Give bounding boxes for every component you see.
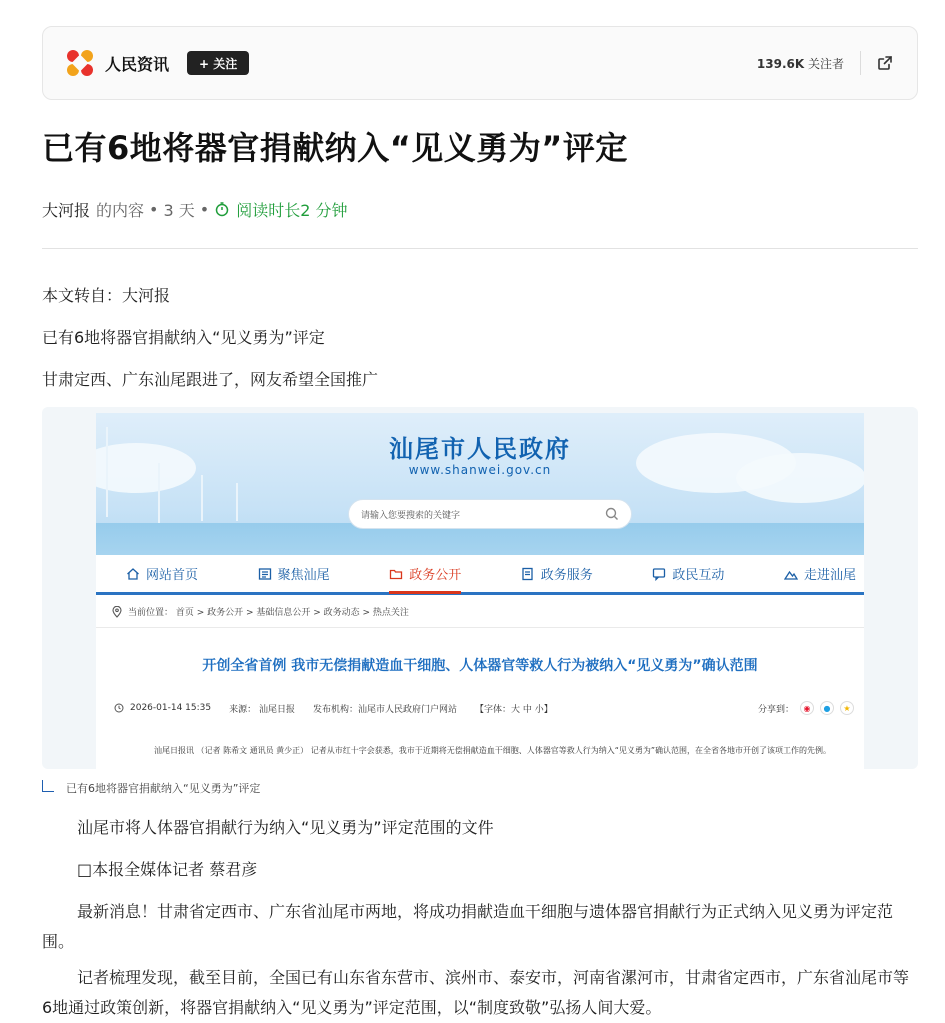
- site-article-body: 汕尾日报讯 （记者 陈希文 通讯员 黄少正） 记者从市红十字会获悉，我市于近期将无偿捐献造血干细胞、人体器官等救人行为纳入“见义勇为”确认范围，在全省各地市开创了该项工作的先例。: [154, 746, 831, 755]
- meta-separator: •: [149, 199, 159, 219]
- divider: [96, 627, 864, 628]
- home-icon: [126, 567, 140, 581]
- site-nav-interaction: [652, 554, 724, 594]
- site-search-placeholder: 请输入您要搜索的关键字: [361, 510, 461, 521]
- followers-count: [757, 55, 844, 72]
- site-article-date-text: 2026-01-14 15:35: [130, 703, 212, 713]
- site-nav-label: 走进汕尾: [803, 568, 856, 583]
- timer-icon: [214, 201, 230, 217]
- qzone-icon: ★: [840, 701, 854, 715]
- meta-separator: •: [199, 199, 210, 219]
- source-logo-icon: [67, 50, 93, 76]
- document-icon: [521, 567, 535, 581]
- followers-number: 139.6K: [756, 56, 805, 71]
- follow-button[interactable]: + 关注: [187, 51, 249, 75]
- site-nav-home: [126, 554, 198, 594]
- site-share-label: 分享到：: [757, 704, 794, 715]
- paragraph: 已有6地将器官捐献纳入“见义勇为”评定: [42, 328, 325, 347]
- site-breadcrumb-text: 当前位置： 首页 > 政务公开 > 基础信息公开 > 政务动态 > 热点关注: [128, 608, 409, 618]
- paragraph: 最新消息！甘肃省定西市、广东省汕尾市两地，将成功捐献造血干细胞与遗体器官捐献行为正式纳入见义勇为评定范围。: [42, 902, 894, 951]
- location-pin-icon: [112, 606, 122, 618]
- embedded-site-screenshot: [96, 413, 864, 769]
- read-time-label: 阅读时长2 分钟: [236, 200, 348, 220]
- paragraph: 本文转自：大河报: [42, 286, 171, 305]
- paragraph: 记者梳理发现，截至目前，全国已有山东省东营市、滨州市、泰安市，河南省漯河市，甘肃省定西市，广东省汕尾市等6地通过政策创新，将器官捐献纳入“见义勇为”评定范围，以“制度致敬”弘扬人间大爱。: [42, 968, 910, 1017]
- followers-label: 关注者: [807, 56, 844, 71]
- source-name[interactable]: 人民资讯: [105, 54, 170, 74]
- site-nav-label: 网站首页: [146, 568, 199, 583]
- paragraph: 甘肃定西、广东汕尾跟进了，网友希望全国推广: [42, 370, 379, 389]
- site-nav-gov-affairs: [389, 554, 461, 594]
- site-article-date: [114, 703, 211, 713]
- site-url: www.shanwei.gov.cn: [408, 463, 552, 477]
- search-icon: [605, 507, 619, 521]
- site-article-title: 开创全省首例 我市无偿捐献造血干细胞、人体器官等救人行为被纳入“见义勇为”确认范围: [202, 658, 758, 674]
- site-font-size: 【字体：大 中 小】: [475, 704, 553, 715]
- site-nav-label: 政务服务: [540, 568, 593, 583]
- site-breadcrumb: [112, 605, 409, 618]
- mountain-icon: [784, 567, 798, 581]
- site-nav-services: [521, 554, 593, 594]
- weibo-icon: ◉: [800, 701, 814, 715]
- site-nav: [96, 555, 864, 595]
- article-image[interactable]: [42, 407, 918, 769]
- site-nav-about: [784, 554, 856, 594]
- site-article-publisher: 发布机构：汕尾市人民政府门户网站: [312, 704, 457, 715]
- site-article-source: 来源： 汕尾日报: [229, 704, 295, 715]
- image-caption: [42, 780, 260, 796]
- clock-icon: [114, 703, 124, 713]
- article-age: 3 天: [163, 200, 195, 220]
- article-meta: [42, 196, 347, 222]
- divider: [42, 248, 918, 249]
- divider: [860, 51, 861, 75]
- site-nav-label: 政民互动: [672, 568, 725, 583]
- site-nav-label: 政务公开: [409, 568, 462, 583]
- site-article-meta: [114, 701, 854, 715]
- qq-icon: ●: [820, 701, 834, 715]
- author-link[interactable]: 大河报: [42, 200, 91, 220]
- paragraph: 汕尾市将人体器官捐献行为纳入“见义勇为”评定范围的文件: [77, 818, 494, 837]
- site-share: [758, 701, 854, 715]
- paragraph: □本报全媒体记者 蔡君彦: [77, 860, 258, 879]
- site-nav-label: 聚焦汕尾: [277, 568, 330, 583]
- site-search-input: [348, 499, 632, 529]
- caption-corner-icon: [42, 780, 54, 792]
- image-caption-text: 已有6地将器官捐献纳入“见义勇为”评定: [66, 782, 261, 795]
- source-bar: [42, 26, 918, 100]
- author-suffix: 的内容: [96, 200, 145, 220]
- page-title: 已有6地将器官捐献纳入“见义勇为”评定: [42, 129, 628, 167]
- folder-icon: [389, 567, 403, 581]
- read-time: [214, 198, 347, 221]
- external-link-icon[interactable]: [875, 53, 895, 73]
- newspaper-icon: [258, 567, 272, 581]
- site-nav-focus: [258, 554, 330, 594]
- chat-icon: [652, 567, 666, 581]
- site-title: 汕尾市人民政府: [389, 435, 571, 463]
